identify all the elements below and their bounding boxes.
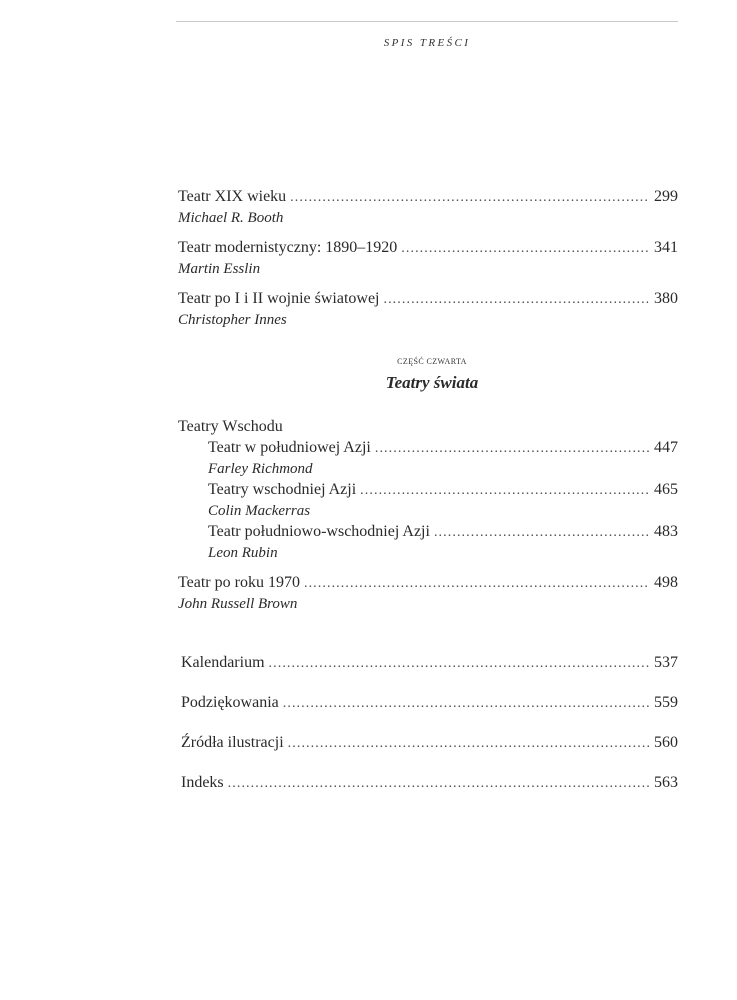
toc-entry-author: Farley Richmond bbox=[208, 461, 313, 477]
toc-entry-title: Teatr południowo-wschodniej Azji bbox=[208, 523, 430, 540]
table-of-contents bbox=[178, 186, 678, 812]
toc-entry-title: Teatry wschodniej Azji bbox=[208, 481, 357, 498]
toc-entry-line bbox=[178, 186, 678, 208]
toc-subentry bbox=[208, 521, 678, 563]
toc-entry-author: Colin Mackerras bbox=[208, 503, 311, 519]
toc-entry bbox=[178, 288, 678, 330]
part-title: Teatry świata bbox=[385, 373, 479, 392]
toc-entry-line bbox=[208, 521, 678, 543]
toc-entry-author: Leon Rubin bbox=[208, 545, 278, 561]
toc-entry-title: Źródła ilustracji bbox=[181, 734, 284, 751]
toc-subentry bbox=[208, 479, 678, 521]
toc-entry-line bbox=[178, 288, 678, 310]
toc-entry bbox=[178, 186, 678, 228]
toc-entry-author: Martin Esslin bbox=[178, 261, 261, 277]
toc-entry bbox=[178, 572, 678, 614]
dot-leader bbox=[383, 289, 650, 310]
dot-leader bbox=[228, 773, 650, 794]
dot-leader bbox=[375, 438, 650, 459]
dot-leader bbox=[360, 480, 650, 501]
toc-entry-page: 380 bbox=[654, 290, 678, 307]
toc-entry-author: Michael R. Booth bbox=[178, 210, 284, 226]
dot-leader bbox=[401, 238, 650, 259]
toc-entry-page: 498 bbox=[654, 574, 678, 591]
toc-entry-author: John Russell Brown bbox=[178, 596, 298, 612]
appendix-entry bbox=[181, 652, 678, 674]
toc-entry-title: Indeks bbox=[181, 774, 224, 791]
header-rule bbox=[176, 21, 678, 22]
toc-entry-page: 341 bbox=[654, 239, 678, 256]
dot-leader bbox=[288, 733, 650, 754]
appendix-entry bbox=[181, 692, 678, 714]
toc-entry-page: 563 bbox=[654, 774, 678, 791]
toc-entry-line bbox=[208, 479, 678, 501]
toc-entry-title: Teatr modernistyczny: 1890–1920 bbox=[178, 239, 398, 256]
toc-entry-page: 560 bbox=[654, 734, 678, 751]
toc-entry-line bbox=[178, 237, 678, 259]
dot-leader bbox=[269, 653, 650, 674]
toc-entry-page: 559 bbox=[654, 694, 678, 711]
dot-leader bbox=[304, 573, 650, 594]
toc-entry-page: 483 bbox=[654, 523, 678, 540]
toc-entry-title: Podziękowania bbox=[181, 694, 279, 711]
toc-entry-page: 537 bbox=[654, 654, 678, 671]
toc-entry-title: Teatr XIX wieku bbox=[178, 188, 287, 205]
part-label: CZĘŚĆ CZWARTA bbox=[397, 357, 467, 366]
toc-entry-title: Kalendarium bbox=[181, 654, 265, 671]
group-items bbox=[178, 437, 678, 563]
toc-entry-author: Christopher Innes bbox=[178, 312, 287, 328]
toc-entry-page: 465 bbox=[654, 481, 678, 498]
running-head: SPIS TREŚCI bbox=[383, 37, 471, 49]
group-heading: Teatry Wschodu bbox=[178, 418, 283, 435]
toc-entry-title: Teatr po I i II wojnie światowej bbox=[178, 290, 380, 307]
toc-entry-title: Teatr w południowej Azji bbox=[208, 439, 371, 456]
toc-entry-line bbox=[208, 437, 678, 459]
toc-entry-page: 299 bbox=[654, 188, 678, 205]
dot-leader bbox=[283, 693, 650, 714]
toc-entry-title: Teatr po roku 1970 bbox=[178, 574, 300, 591]
appendix-entry bbox=[181, 732, 678, 754]
dot-leader bbox=[434, 522, 650, 543]
toc-entry bbox=[178, 237, 678, 279]
toc-entry-page: 447 bbox=[654, 439, 678, 456]
appendix-list bbox=[178, 652, 678, 794]
toc-entry-line bbox=[178, 572, 678, 594]
appendix-entry bbox=[181, 772, 678, 794]
toc-subentry bbox=[208, 437, 678, 479]
dot-leader bbox=[290, 187, 650, 208]
